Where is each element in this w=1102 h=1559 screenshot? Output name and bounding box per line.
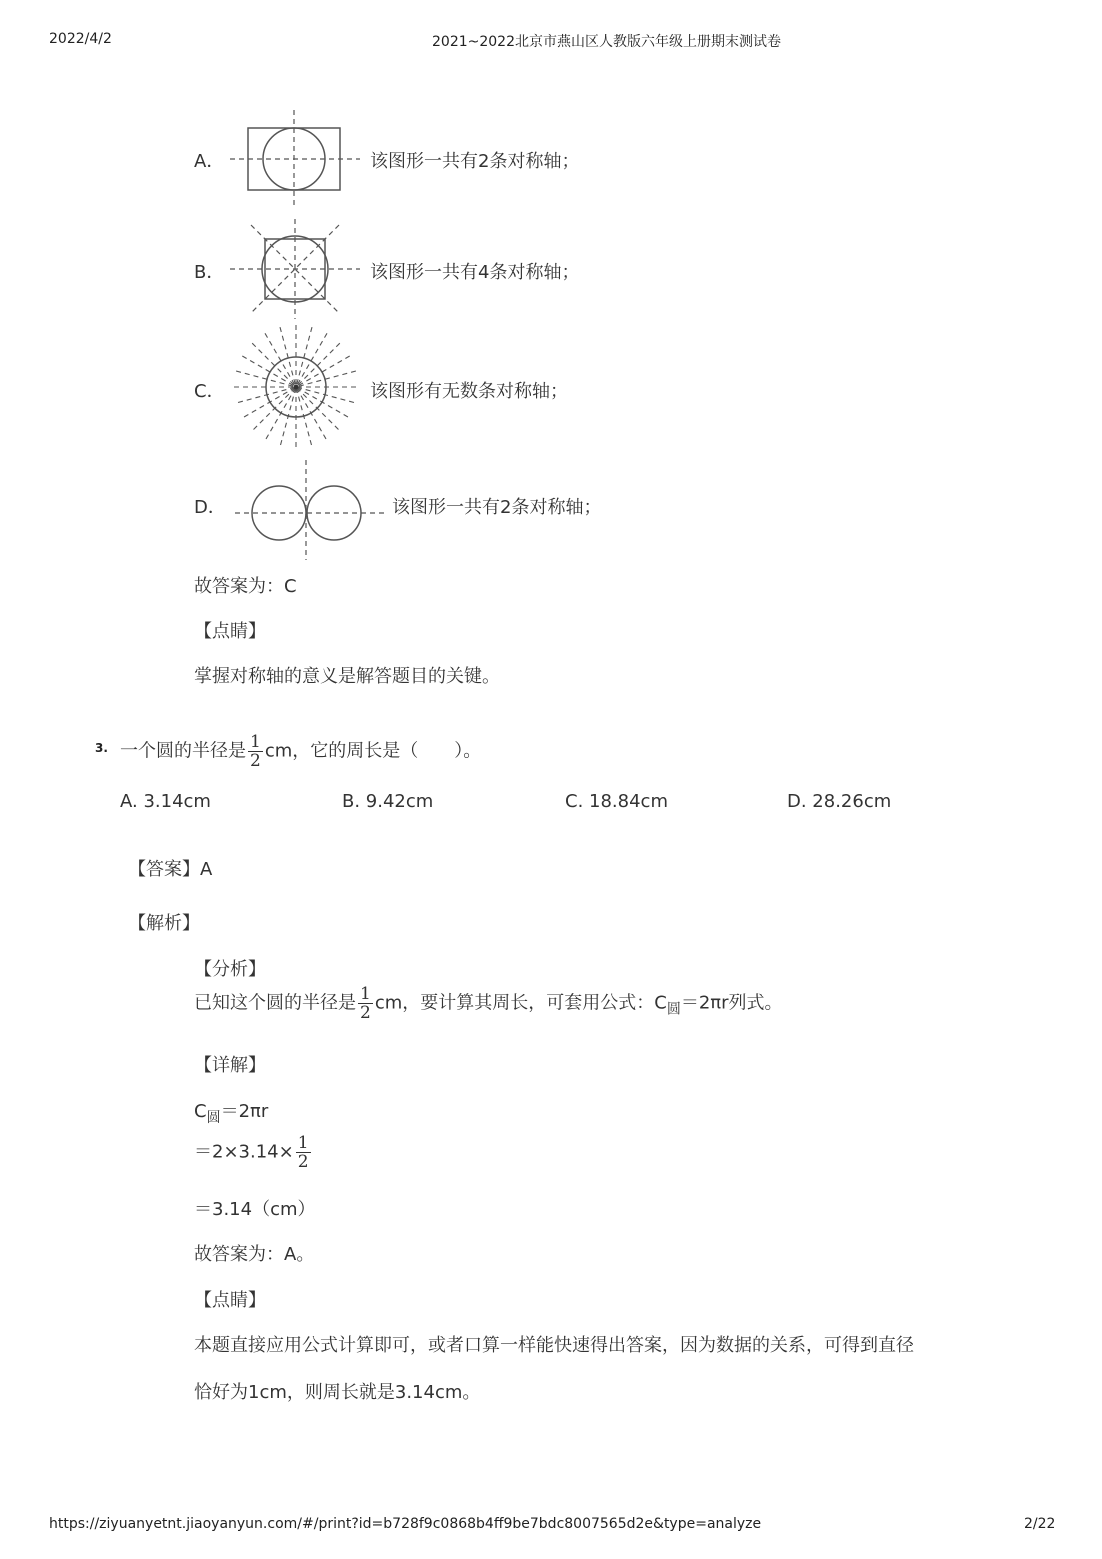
step-2: [194, 1134, 313, 1171]
question-stem-before: 一个圆的半径是: [120, 740, 246, 762]
figure-d-two-circles: [230, 460, 390, 560]
question-stem-after: cm，它的周长是（ ）。: [264, 740, 482, 762]
print-date: 2022/4/2: [49, 31, 112, 47]
footer-url: https://ziyuanyetnt.jiaoyanyun.com/#/print?id=b728f9c0868b4ff9be7bdc8007565d2e&type=analyze: [49, 1516, 762, 1532]
fenxi-before: 已知这个圆的半径是: [194, 992, 356, 1014]
choice-c: C. 18.84cm: [565, 791, 668, 812]
fraction-numerator: 1: [297, 1133, 309, 1153]
fraction-numerator: 1: [250, 732, 261, 752]
question-stem: [120, 733, 481, 770]
fenxi-text: [194, 985, 783, 1022]
choice-d: D. 28.26cm: [787, 791, 892, 812]
fenxi-heading: 【分析】: [194, 959, 266, 980]
fenxi-subscript: 圆: [666, 1001, 681, 1018]
detail-heading: 【详解】: [194, 1055, 266, 1076]
option-c-text: 该图形有无数条对称轴；: [370, 381, 568, 402]
option-d-label: D．: [194, 497, 226, 518]
q3-tip-line-2: 恰好为1cm，则周长就是3.14cm。: [194, 1382, 481, 1403]
step-2-fraction: [296, 1134, 311, 1171]
q3-tip-line-1: 本题直接应用公式计算即可，或者口算一样能快速得出答案，因为数据的关系，可得到直径: [194, 1335, 914, 1356]
fraction-denominator: 2: [297, 1152, 309, 1172]
option-a-label: A．: [194, 151, 225, 172]
fraction-denominator: 2: [250, 751, 261, 771]
option-b-label: B．: [194, 262, 225, 283]
analysis-heading: 【解析】: [128, 913, 200, 934]
option-a-text: 该图形一共有2条对称轴；: [370, 151, 580, 172]
step-1-subscript: 圆: [206, 1110, 221, 1126]
figure-c-circle-infinite-axes: [231, 327, 361, 447]
figure-a-rect-circle: [226, 108, 366, 208]
fenxi-mid: cm，要计算其周长，可套用公式：C: [374, 992, 667, 1014]
step-3: ＝3.14（cm）: [194, 1199, 316, 1220]
option-c-label: C．: [194, 381, 225, 402]
fenxi-fraction: [358, 985, 373, 1022]
option-d-text: 该图形一共有2条对称轴；: [392, 497, 602, 518]
step-2-before: ＝2×3.14×: [194, 1141, 294, 1163]
q3-conclusion: 故答案为：A。: [194, 1244, 315, 1265]
document-title: 2021~2022北京市燕山区人教版六年级上册期末测试卷: [432, 34, 781, 50]
figure-b-square-circle: [226, 219, 366, 319]
choice-b: B. 9.42cm: [342, 791, 434, 812]
step-1-c: C: [194, 1101, 207, 1122]
fenxi-after: ＝2πr列式。: [680, 992, 783, 1014]
option-b-text: 该图形一共有4条对称轴；: [370, 262, 580, 283]
question-number: 3.: [95, 741, 108, 755]
choice-a: A. 3.14cm: [120, 791, 211, 812]
prev-tip-text: 掌握对称轴的意义是解答题目的关键。: [194, 666, 500, 687]
step-1-rest: ＝2πr: [220, 1101, 269, 1122]
prev-conclusion: 故答案为：C: [194, 576, 297, 597]
step-1: [194, 1097, 268, 1127]
q3-tip-heading: 【点睛】: [194, 1290, 266, 1311]
prev-tip-heading: 【点睛】: [194, 621, 266, 642]
answer: 【答案】A: [128, 859, 213, 880]
page-number: 2/22: [1024, 1516, 1056, 1532]
fraction-denominator: 2: [360, 1003, 371, 1023]
fraction-numerator: 1: [360, 984, 371, 1004]
radius-fraction: [248, 733, 263, 770]
